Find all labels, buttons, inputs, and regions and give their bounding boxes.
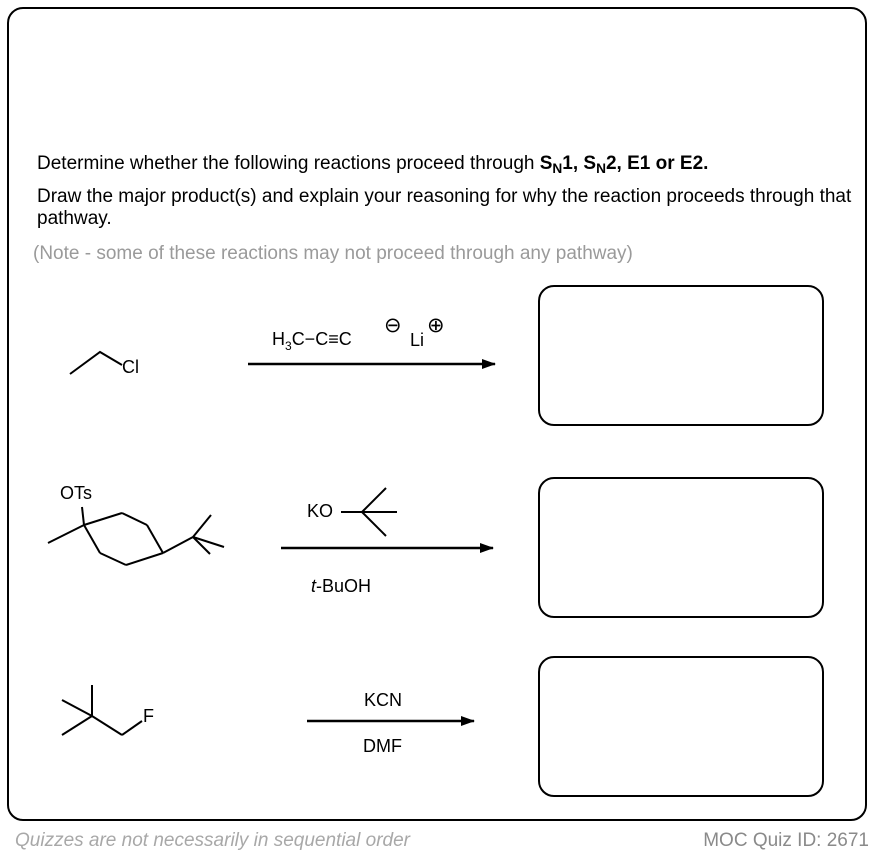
negative-charge-icon: ⊖ (384, 314, 402, 337)
reagent-potassium-oxide: KO (307, 501, 334, 521)
solvent-tbuoh (311, 576, 371, 596)
sn1-subscript: N (552, 160, 563, 176)
answer-box-3[interactable] (538, 656, 824, 797)
cyclohexane-ring-skeleton (48, 507, 224, 565)
sn1-s: S (539, 153, 553, 174)
sn2-subscript: N (596, 160, 606, 176)
reagent-kcn: KCN (364, 690, 403, 710)
positive-charge-icon: ⊕ (427, 314, 445, 337)
instruction-prefix: Determine whether the following reactions proceed through (37, 153, 540, 174)
reagent-h: H (272, 329, 285, 349)
solvent-t-prefix: t (311, 576, 317, 596)
tert-butyl-group-skeleton (341, 488, 397, 536)
fluorine-label: F (143, 706, 154, 726)
sn2-rest: 2, E1 or E2. (605, 153, 709, 174)
answer-box-2[interactable] (538, 477, 824, 618)
note-text: (Note - some of these reactions may not proceed through any pathway) (33, 243, 633, 264)
ethyl-chloride-skeleton (70, 352, 122, 374)
answer-box-1[interactable] (538, 285, 824, 426)
footer-note: Quizzes are not necessarily in sequential order (15, 830, 410, 851)
chlorine-label: Cl (122, 357, 139, 377)
sn1-rest: 1, (562, 153, 584, 174)
neopentyl-fluoride-skeleton (62, 685, 142, 735)
reagent-chain: C−C≡C (291, 329, 352, 349)
reaction-3 (62, 685, 474, 756)
tosylate-label: OTs (60, 483, 93, 503)
lithium-label: Li (410, 330, 425, 350)
reaction-1 (70, 314, 495, 377)
sn2-s: S (583, 153, 597, 174)
solvent-buoh: -BuOH (316, 576, 372, 596)
instruction-line-2: Draw the major product(s) and explain your reasoning for why the reaction proceeds through that pathway. (37, 186, 852, 229)
reagent-subscript-3: 3 (285, 339, 292, 353)
quiz-id: MOC Quiz ID: 2671 (703, 830, 869, 851)
solvent-dmf: DMF (363, 736, 402, 756)
reagent-acetylide (272, 329, 352, 353)
reaction-2 (48, 483, 493, 596)
